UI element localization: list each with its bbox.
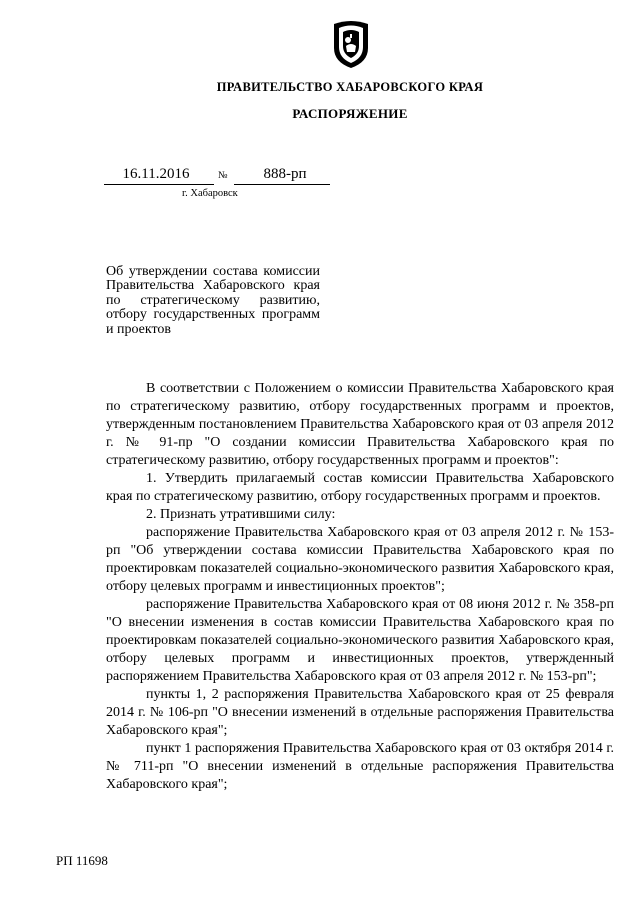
body-paragraph: пункты 1, 2 распоряжения Правительства Хабаровского края от 25 февраля 2014 г. № 106-рп "О внесении изменений в отдельные распоряжения Правительства Хабаровского края";: [106, 687, 614, 738]
number-underline: [234, 184, 330, 185]
body-paragraph: распоряжение Правительства Хабаровского края от 03 апреля 2012 г. № 153-рп "Об утверждении состава комиссии Правительства Хабаровского края по проектировкам показателей социально-экономического развития Хабаровского края, отбору целевых программ и инвестиционных проектов";: [106, 525, 614, 594]
coat-of-arms-icon: [330, 18, 372, 70]
document-city: г. Хабаровск: [182, 188, 238, 199]
document-type: РАСПОРЯЖЕНИЕ: [292, 106, 408, 121]
document-date: 16.11.2016: [122, 166, 190, 182]
number-sign: №: [218, 170, 228, 181]
body-paragraph: 2. Признать утратившими силу:: [146, 507, 336, 522]
body-paragraph: В соответствии с Положением о комиссии Правительства Хабаровского края по стратегическому развитию, отбору государственных программ и проектов, утвержденным постановлением Правительства Хабаровского края от 03 апреля 2012 г. № 91-пр "О создании комиссии Правительства Хабаровского края по стратегическому развитию, отбору государственных программ и проектов":: [106, 381, 614, 468]
document-body: [106, 380, 614, 794]
body-paragraph: пункт 1 распоряжения Правительства Хабаровского края от 03 октября 2014 г. № 711-рп "О внесении изменений в отдельные распоряжения Правительства Хабаровского края";: [106, 741, 614, 792]
footer-code: РП 11698: [56, 853, 108, 868]
document-number: 888-рп: [263, 166, 307, 182]
government-title: ПРАВИТЕЛЬСТВО ХАБАРОВСКОГО КРАЯ: [216, 80, 484, 94]
body-paragraph: 1. Утвердить прилагаемый состав комиссии Правительства Хабаровского края по стратегическому развитию, отбору государственных программ и проектов.: [106, 471, 614, 504]
body-paragraph: распоряжение Правительства Хабаровского края от 08 июня 2012 г. № 358-рп "О внесении изменения в состав комиссии Правительства Хабаровского края по проектировкам показателей социально-экономического развития Хабаровского края, отбору целевых программ и инвестиционных проектов, утвержденный распоряжением Правительства Хабаровского края от 03 апреля 2012 г. № 153-рп";: [106, 597, 614, 684]
document-subject: Об утверждении состава комиссии Правительства Хабаровского края по стратегическому развитию, отбору государственных программ и проектов: [106, 264, 320, 337]
date-underline: [104, 184, 214, 185]
